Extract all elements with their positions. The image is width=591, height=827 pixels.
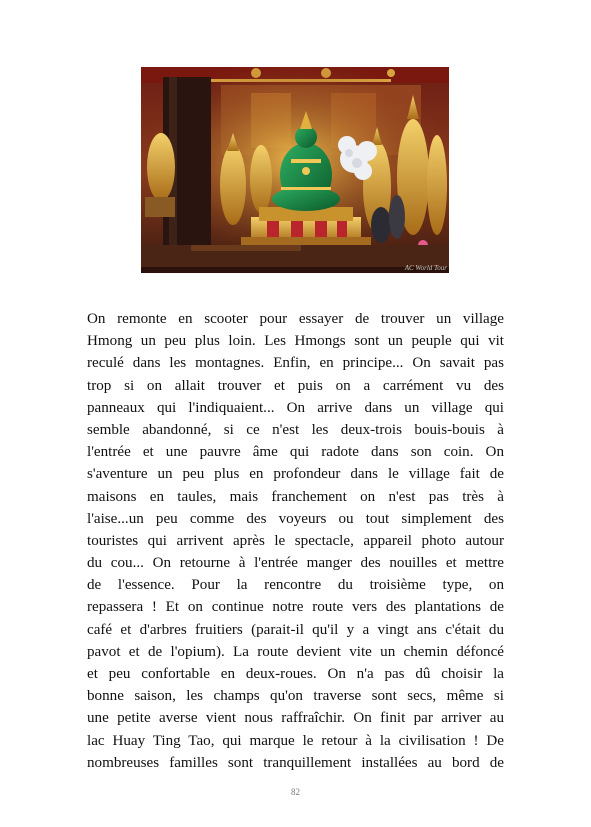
text-line: l'aise...un peu comme des voyeurs ou tout simplement des (87, 510, 504, 527)
emerald-buddha-shrine-image (141, 67, 449, 273)
text-line: l'entrée et une pauvre âme qui radote dans son coin. On (87, 444, 504, 461)
text-line: lac Huay Ting Tao, qui marque le retour à la civilisation ! De (87, 732, 504, 749)
text-line: Hmong un peu plus loin. Les Hmongs sont un peuple qui vit (87, 333, 504, 350)
text-line: s'aventure un peu plus en profondeur dans le village fait de (87, 466, 504, 483)
temple-photo (141, 67, 449, 273)
text-line: une petite averse vient nous raffraîchir. On finit par arriver au (87, 710, 504, 727)
text-line: repassera ! Et on continue notre route vers des plantations de (87, 599, 504, 616)
text-line: bonne saison, les champs qu'on traverse sont secs, même si (87, 688, 504, 705)
text-line: semble abandonné, si ce n'est les deux-trois bouis-bouis à (87, 421, 504, 438)
photo-watermark: AC World Tour (404, 264, 447, 272)
text-line: panneaux qui l'indiquaient... On arrive dans un village qui (87, 399, 504, 416)
text-line: du cou... On retourne à l'entrée manger des nouilles et mettre (87, 555, 504, 572)
text-line: café et d'arbres fruitiers (parait-il qu'il y a vingt ans c'était du (87, 621, 504, 638)
text-line: touristes qui arrivent après le spectacle, appareil photo autour (87, 532, 504, 549)
text-line: pavot et de l'opium). La route devient vite un chemin défoncé (87, 643, 504, 660)
text-line: et peu confortable en deux-roues. On n'a pas dû choisir la (87, 666, 504, 682)
text-line: de l'essence. Pour la rencontre du troisième type, on (87, 577, 504, 594)
text-line: nombreuses familles sont tranquillement installées au bord de (87, 754, 504, 771)
text-line: trop si on allait trouver et puis on a carrément vu des (87, 377, 504, 394)
text-line: maisons en taules, mais franchement on n'est pas très à (87, 488, 504, 505)
text-line: reculé dans les montagnes. Enfin, en principe... On savait pas (87, 355, 504, 372)
text-line: On remonte en scooter pour essayer de trouver un village (87, 311, 504, 327)
page-number: 82 (291, 787, 300, 797)
body-paragraph (87, 308, 504, 774)
